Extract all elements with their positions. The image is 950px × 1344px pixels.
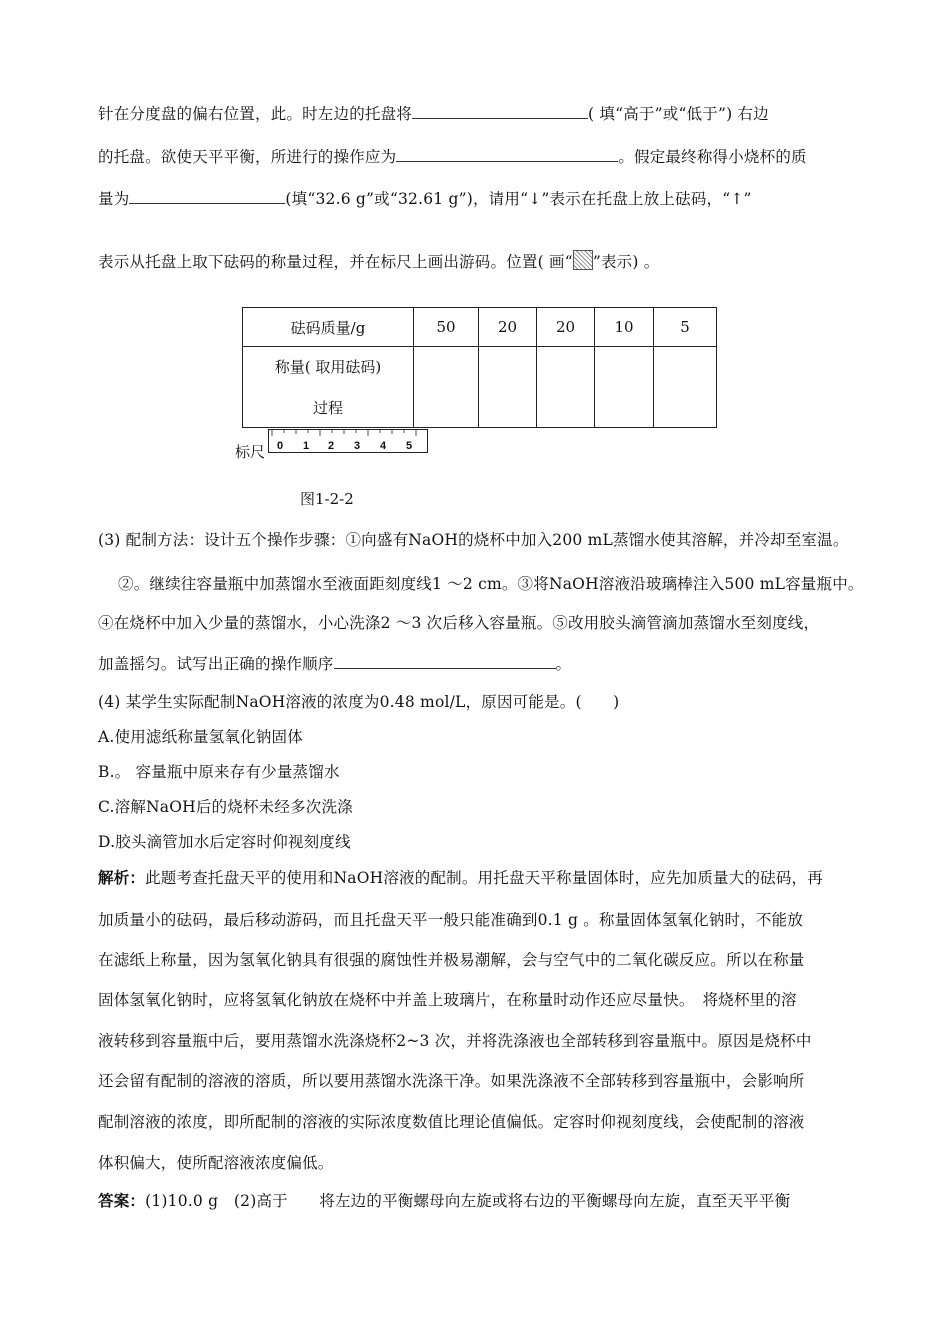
analysis-line-5: 液转移到容量瓶中后，要用蒸馏水洗涤烧杯2~3 次，并将洗涤液也全部转移到容量瓶中。原因是烧杯中 xyxy=(98,1032,812,1050)
option-c[interactable]: C.溶解NaOH后的烧杯未经多次洗涤 xyxy=(98,798,353,816)
text: 的托盘。欲使天平平衡，所进行的操作应为 xyxy=(98,148,397,166)
ruler-tick: 0 xyxy=(276,440,284,452)
option-a[interactable]: A.使用滤纸称量氢氧化钠固体 xyxy=(98,728,303,746)
question-line-3 xyxy=(98,187,752,209)
text: (1)10.0 g (2)高于 将左边的平衡螺母向左旋或将右边的平衡螺母向左旋，直至天平平衡 xyxy=(145,1192,791,1210)
text: 。假定最终称得小烧杯的质 xyxy=(618,148,807,166)
text: ”表示) 。 xyxy=(592,253,660,271)
analysis-label: 解析： xyxy=(98,868,146,887)
answer-blank[interactable] xyxy=(129,189,285,204)
input-cell[interactable] xyxy=(654,347,717,428)
weight-cell: 50 xyxy=(414,308,479,347)
input-cell[interactable] xyxy=(595,347,654,428)
option-b[interactable]: B.。 容量瓶中原来存有少量蒸馏水 xyxy=(98,763,340,781)
ruler-label: 标尺 xyxy=(235,443,266,461)
figure-caption: 图1-2-2 xyxy=(300,490,354,508)
ruler-tick: 1 xyxy=(302,440,310,452)
row-label-1: 称量( 取用砝码) xyxy=(274,358,382,376)
text: 加盖摇匀。试写出正确的操作顺序 xyxy=(98,655,334,673)
answer-line xyxy=(98,1189,790,1211)
ruler-tick: 4 xyxy=(379,440,387,452)
text: 。 xyxy=(555,655,572,673)
ruler-tick: 2 xyxy=(327,440,335,452)
step-3-line-4 xyxy=(98,652,571,674)
text: 量为 xyxy=(98,190,130,208)
answer-blank[interactable] xyxy=(396,147,618,162)
text: ( 填“高于”或“低于”) 右边 xyxy=(588,105,769,123)
analysis-line-7: 配制溶液的浓度，即所配制的溶液的实际浓度数值比理论值偏低。定容时仰视刻度线，会使配制的溶液 xyxy=(98,1113,805,1131)
input-cell[interactable] xyxy=(414,347,479,428)
weight-cell: 5 xyxy=(654,308,717,347)
question-line-2 xyxy=(98,145,807,167)
ruler-tick: 3 xyxy=(353,440,361,452)
analysis-line-1 xyxy=(98,866,823,888)
analysis-line-3: 在滤纸上称量，因为氢氧化钠具有很强的腐蚀性并极易潮解，会与空气中的二氧化碳反应。所以在称量 xyxy=(98,951,805,969)
question-line-4 xyxy=(98,250,659,272)
table-row-label xyxy=(243,347,414,428)
analysis-line-2: 加质量小的砝码，最后移动游码，而且托盘天平一般只能准确到0.1 g 。称量固体氢氧化钠时，不能放 xyxy=(98,911,804,929)
table-header-label: 砝码质量/g xyxy=(243,308,414,347)
input-cell[interactable] xyxy=(479,347,537,428)
weight-cell: 20 xyxy=(537,308,595,347)
answer-blank[interactable] xyxy=(412,104,588,119)
text: 此题考查托盘天平的使用和NaOH溶液的配制。用托盘天平称量固体时，应先加质量大的砝码，再 xyxy=(145,869,823,887)
option-d[interactable]: D.胶头滴管加水后定容时仰视刻度线 xyxy=(98,833,351,851)
text: (填“32.6 g”或“32.61 g”)，请用“↓”表示在托盘上放上砝码，“↑” xyxy=(285,190,752,208)
text: 表示从托盘上取下砝码的称量过程，并在标尺上画出游码 xyxy=(98,253,491,271)
hatch-icon xyxy=(573,250,593,270)
text: 。位置( 画“ xyxy=(490,253,573,271)
step-3-line-1: (3) 配制方法：设计五个操作步骤：①向盛有NaOH的烧杯中加入200 mL蒸馏水使其溶解，并冷却至室温。 xyxy=(98,531,849,549)
step-3-line-2: ②。继续往容量瓶中加蒸馏水至液面距刻度线1 ～2 cm。③将NaOH溶液沿玻璃棒注入500 mL容量瓶中。 xyxy=(118,575,864,593)
weights-table xyxy=(242,307,717,428)
step-3-line-3: ④在烧杯中加入少量的蒸馏水，小心洗涤2 ～3 次后移入容量瓶。⑤改用胶头滴管滴加蒸馏水至刻度线， xyxy=(98,614,820,632)
question-line-1 xyxy=(98,102,769,124)
weight-cell: 10 xyxy=(595,308,654,347)
analysis-line-4: 固体氢氧化钠时，应将氢氧化钠放在烧杯中并盖上玻璃片，在称量时动作还应尽量快。 将烧杯里的溶 xyxy=(98,991,797,1009)
input-cell[interactable] xyxy=(537,347,595,428)
answer-label: 答案： xyxy=(98,1191,146,1210)
analysis-line-6: 还会留有配制的溶液的溶质，所以要用蒸馏水洗涤干净。如果洗涤液不全部转移到容量瓶中，会影响所 xyxy=(98,1072,805,1090)
analysis-line-8: 体积偏大，使所配溶液浓度偏低。 xyxy=(98,1154,334,1172)
question-4: (4) 某学生实际配制NaOH溶液的浓度为0.48 mol/L，原因可能是。( ) xyxy=(98,693,620,711)
text: 针在分度盘的偏右位置，此。时左边的托盘将 xyxy=(98,105,413,123)
ruler[interactable] xyxy=(268,429,428,453)
answer-blank[interactable] xyxy=(334,654,556,669)
row-label-2: 过程 xyxy=(312,399,343,417)
ruler-tick: 5 xyxy=(405,440,413,452)
weight-cell: 20 xyxy=(479,308,537,347)
